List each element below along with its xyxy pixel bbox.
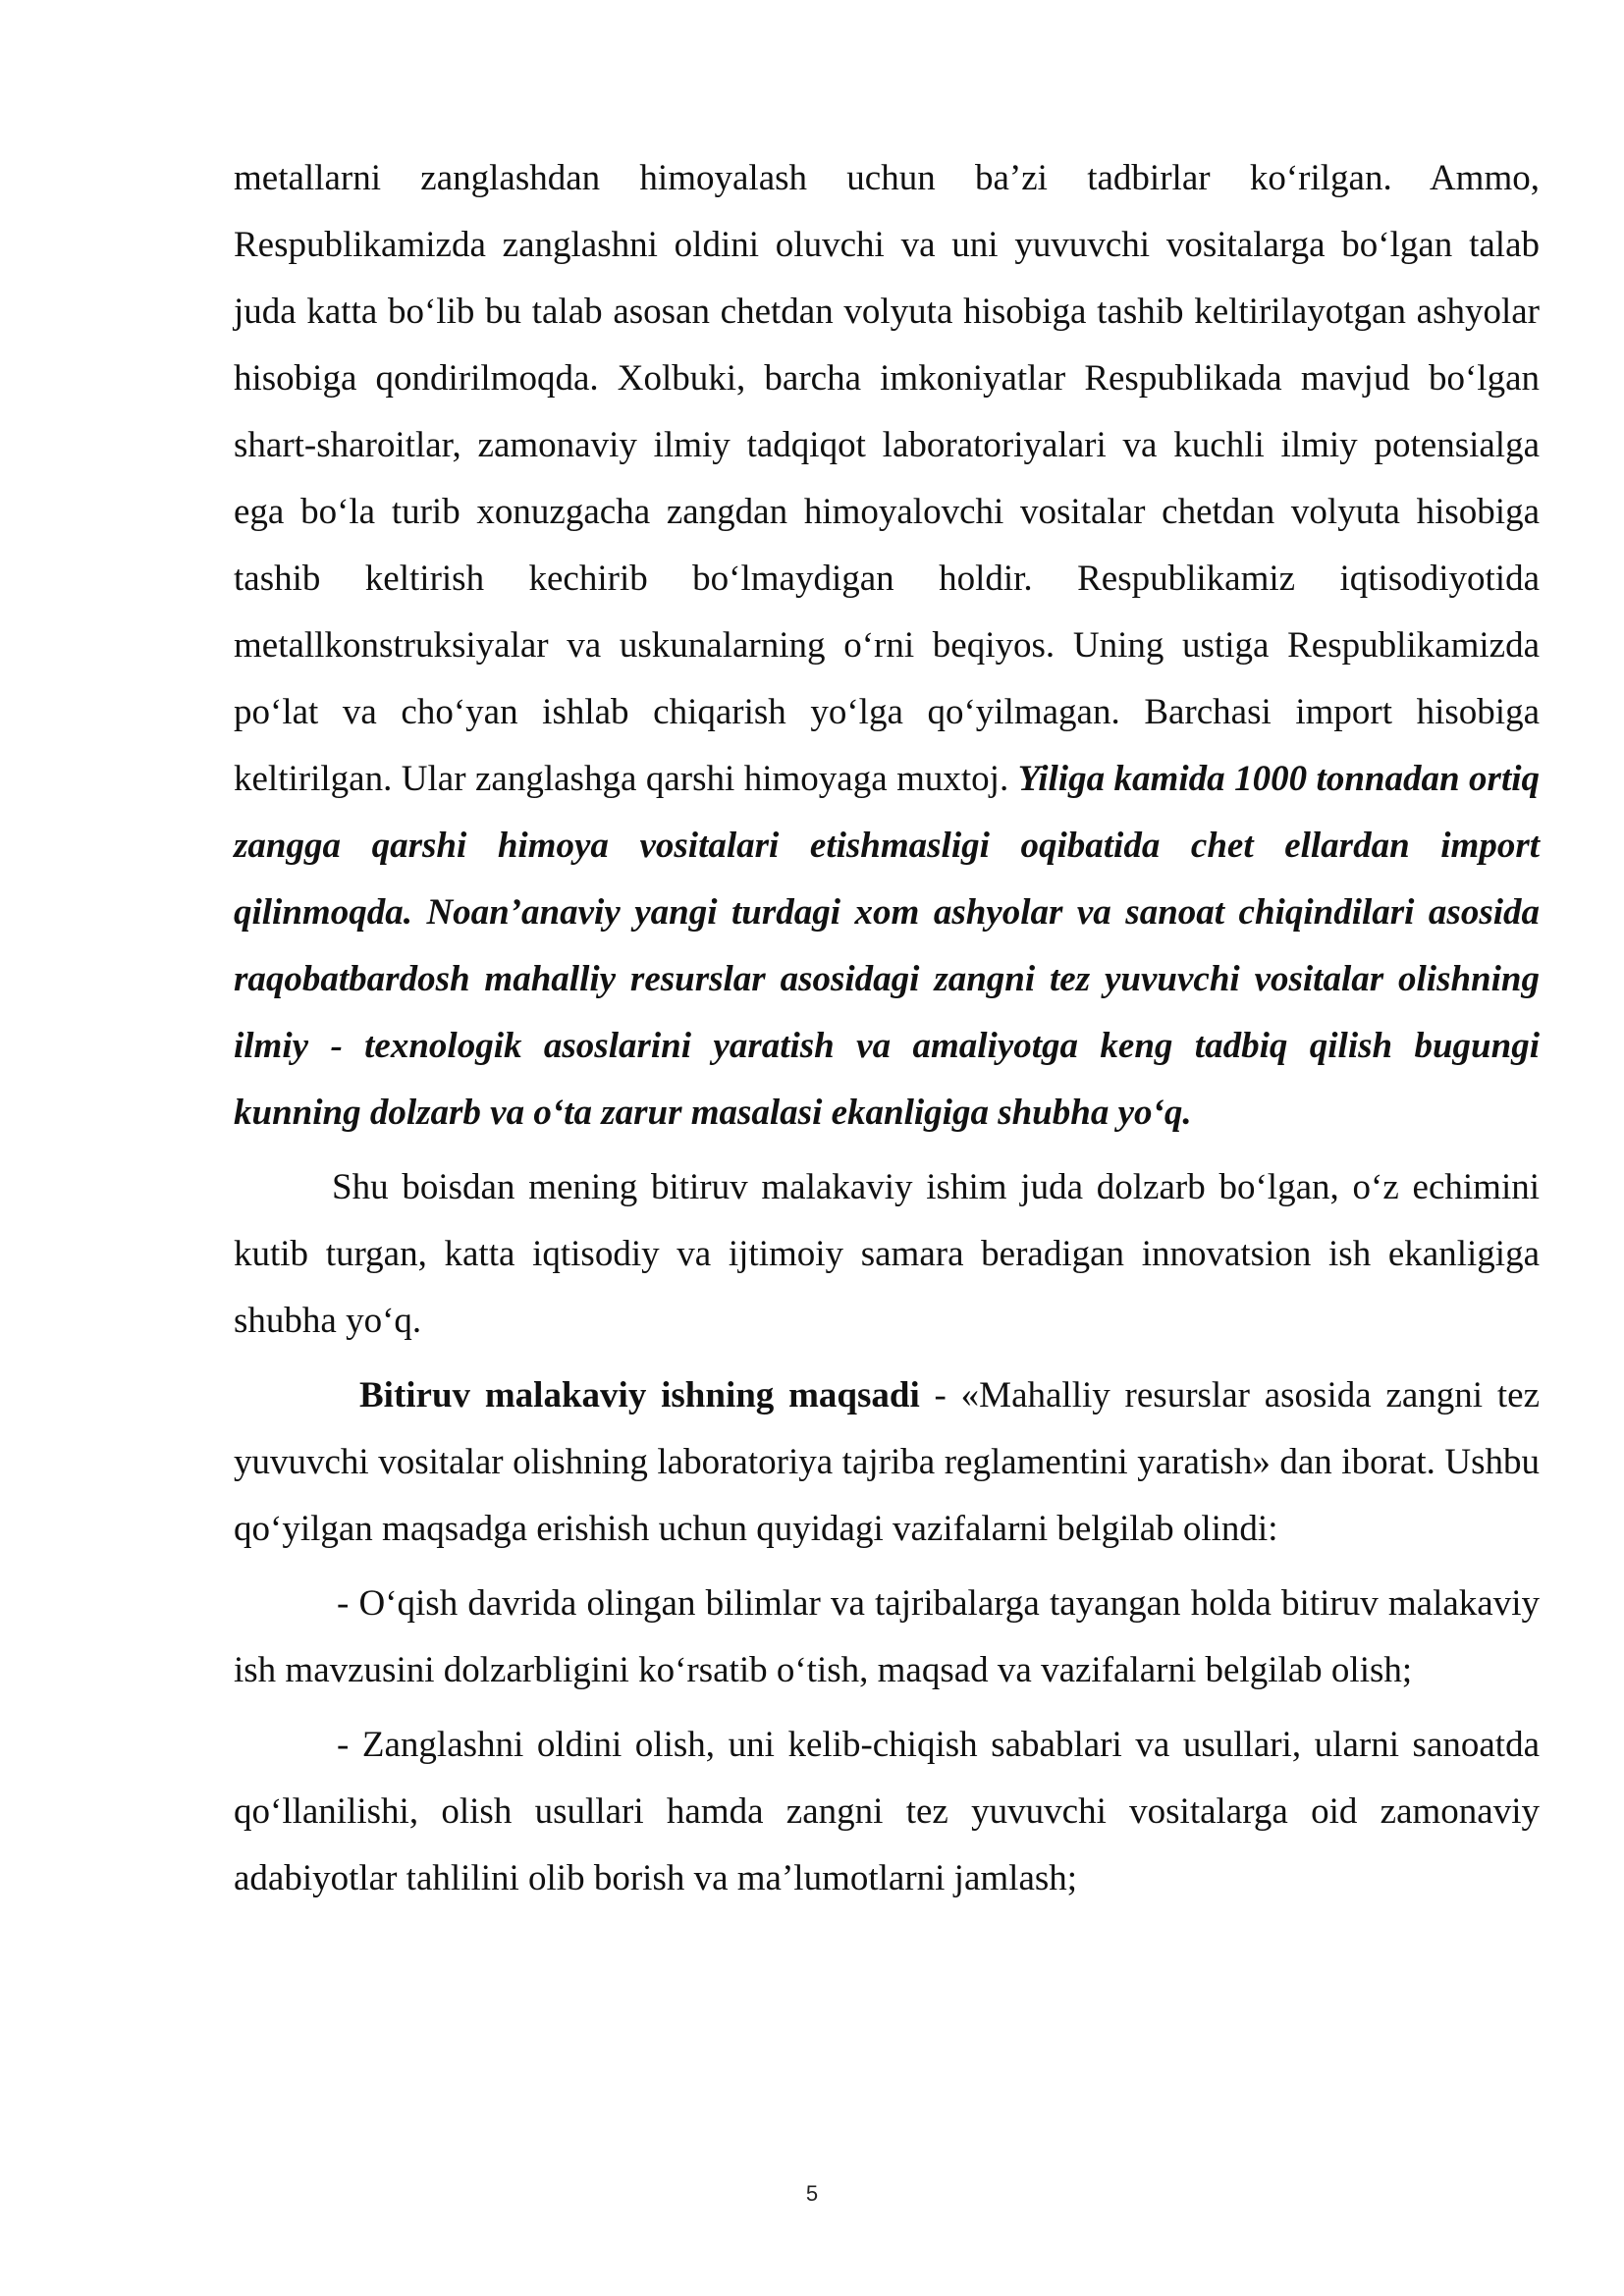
list-item-text: - Zanglashni oldini olish, uni kelib-chiqish sabablari va usullari, ularni sanoatda qo‘llanilishi, olish usullari hamda zangni tez yuvuvchi vositalarga oid zamonaviy adabiyotlar tahlilini olib borish va ma’lumotlarni jamlash; xyxy=(234,1725,1540,1898)
list-item xyxy=(234,1571,1540,1704)
paragraph-intro-emphasis: Yiliga kamida 1000 tonnadan ortiq zangga qarshi himoya vositalari etishmasligi oqibatida chet ellardan import qilinmoqda. Noan’anaviy yangi turdagi xom ashyolar va sanoat chiqindilari asosida raqobatbardosh mahalliy resurslar asosidagi zangni tez yuvuvchi vositalar olishning ilmiy - texnologik asoslarini yaratish va amaliyotga keng tadbiq qilish bugungi kunning dolzarb va o‘ta zarur masalasi ekanligiga shubha yo‘q. xyxy=(234,759,1541,1133)
paragraph-relevance-text: Shu boisdan mening bitiruv malakaviy ishim juda dolzarb bo‘lgan, o‘z echimini kutib turgan, katta iqtisodiy va ijtimoiy samara beradigan innovatsion ish ekanligiga shubha yo‘q. xyxy=(234,1167,1540,1341)
document-page xyxy=(234,145,1540,1912)
paragraph-relevance xyxy=(234,1154,1540,1355)
page-number: 5 xyxy=(805,2181,819,2206)
list-item xyxy=(234,1712,1540,1912)
paragraph-goal-text: - «Mahalliy resurslar asosida zangni tez yuvuvchi vositalar olishning laboratoriya tajriba reglamentini yaratish» dan iborat. Ushbu qo‘yilgan maqsadga erishish uchun quyidagi vazifalarni belgilab olindi: xyxy=(234,1375,1540,1549)
paragraph-intro xyxy=(234,145,1540,1147)
paragraph-intro-text: metallarni zanglashdan himoyalash uchun ba’zi tadbirlar ko‘rilgan. Ammo, Respublikamizda zanglashni oldini oluvchi va uni yuvuvchi vositalarga bo‘lgan talab juda katta bo‘lib bu talab asosan chetdan volyuta hisobiga tashib keltirilayotgan ashyolar hisobiga qondirilmoqda. Xolbuki, barcha imkoniyatlar Respublikada mavjud bo‘lgan shart-sharoitlar, zamonaviy ilmiy tadqiqot laboratoriyalari va kuchli ilmiy potensialga ega bo‘la turib xonuzgacha zangdan himoyalovchi vositalar chetdan volyuta hisobiga tashib keltirish kechirib bo‘lmaydigan holdir. Respublikamiz iqtisodiyotida metallkonstruksiyalar va uskunalarning o‘rni beqiyos. Uning ustiga Respublikamizda po‘lat va cho‘yan ishlab chiqarish yo‘lga qo‘yilmagan. Barchasi import hisobiga keltirilgan. Ular zanglashga qarshi himoyaga muxtoj. xyxy=(234,158,1540,799)
list-item-text: - O‘qish davrida olingan bilimlar va tajribalarga tayangan holda bitiruv malakaviy ish mavzusini dolzarbligini ko‘rsatib o‘tish, maqsad va vazifalarni belgilab olish; xyxy=(234,1583,1540,1690)
paragraph-goal-heading: Bitiruv malakaviy ishning maqsadi xyxy=(359,1375,920,1415)
paragraph-goal xyxy=(234,1362,1540,1563)
